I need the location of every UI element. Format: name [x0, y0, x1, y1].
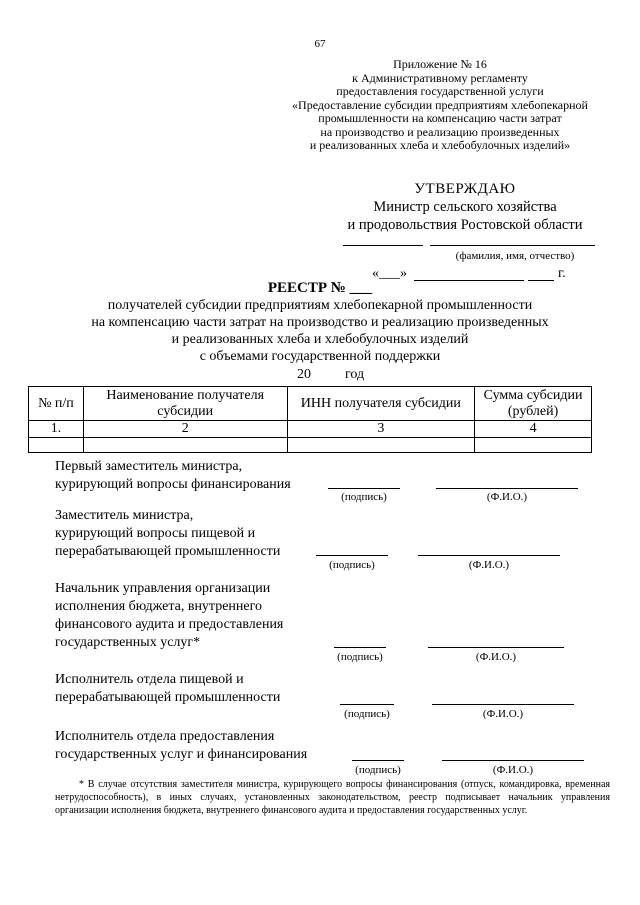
table-cell: 3	[287, 421, 475, 438]
registry-subtitle: получателей субсидии предприятиям хлебопекарной промышленности	[107, 298, 533, 313]
name-line	[418, 555, 560, 556]
table-header-row	[29, 387, 592, 421]
table-cell	[83, 438, 287, 453]
signature-role	[55, 507, 325, 561]
signature-caption: (подпись)	[341, 491, 387, 503]
table-row	[29, 438, 592, 453]
registry-subtitle: на компенсацию части затрат на производство и реализацию произведенных	[91, 315, 549, 330]
registry-title-block	[0, 280, 640, 365]
table-cell: 1.	[29, 421, 84, 438]
page-number: 67	[314, 38, 326, 50]
table-cell	[287, 438, 475, 453]
registry-subtitle: с объемами государственной поддержки	[199, 349, 441, 364]
approval-position-line2: и продовольствия Ростовской области	[347, 217, 583, 233]
registry-subtitle: и реализованных хлеба и хлебобулочных изделий	[171, 332, 469, 347]
signature-caption: (подпись)	[329, 559, 375, 571]
signature-role	[55, 458, 325, 494]
name-caption: (Ф.И.О.)	[468, 559, 510, 571]
signature-caption: (подпись)	[355, 764, 401, 776]
annex-line: и реализованных хлеба и хлебобулочных изделий»	[309, 138, 571, 152]
name-caption: (Ф.И.О.)	[482, 708, 524, 720]
table-cell: 2	[83, 421, 287, 438]
signature-role	[55, 580, 325, 652]
signature-role-line: Первый заместитель министра,	[55, 459, 243, 474]
name-line	[428, 647, 564, 648]
column-header: № п/п	[29, 387, 84, 421]
table-cell	[29, 438, 84, 453]
name-caption: (Ф.И.О.)	[492, 764, 534, 776]
name-caption: (Ф.И.О.)	[486, 491, 528, 503]
annex-line: промышленности на компенсацию части затрат	[318, 111, 562, 125]
signature-line	[328, 488, 400, 489]
signature-line	[352, 760, 404, 761]
annex-line: предоставления государственной услуги	[336, 84, 544, 98]
approval-position-line1: Министр сельского хозяйства	[373, 199, 557, 215]
column-header: Наименование получателя субсидии	[83, 387, 287, 421]
signature-line	[334, 647, 386, 648]
signature-role	[55, 671, 325, 707]
table-cell: 4	[475, 421, 592, 438]
registry-table	[28, 386, 592, 453]
signature-role-line: курирующий вопросы финансирования	[55, 477, 291, 492]
annex-line: к Административному регламенту	[352, 70, 528, 85]
signature-line	[316, 555, 388, 556]
signature-role	[55, 728, 325, 764]
signature-caption: (подпись)	[344, 708, 390, 720]
approval-name-caption: (фамилия, имя, отчество)	[455, 250, 575, 262]
signature-role-line: Исполнитель отдела пищевой и	[55, 672, 244, 687]
registry-year-prefix: 20	[297, 367, 311, 382]
annex-line: «Предоставление субсидии предприятиям хлебопекарной	[292, 97, 588, 112]
signature-role-line: перерабатывающей промышленности	[55, 544, 281, 559]
signature-line	[340, 704, 394, 705]
approval-heading: УТВЕРЖДАЮ	[414, 181, 516, 197]
signature-role-line: исполнения бюджета, внутреннего	[55, 599, 263, 614]
annex-header	[270, 58, 610, 153]
signature-role-line: финансового аудита и предоставления	[55, 617, 284, 632]
signature-role-line: Начальник управления организации	[55, 581, 271, 596]
signature-role-line: государственных услуг и финансирования	[55, 747, 308, 762]
approval-block	[330, 180, 600, 234]
signature-role-line: перерабатывающей промышленности	[55, 690, 281, 705]
signature-role-line: Заместитель министра,	[55, 508, 194, 523]
table-row	[29, 421, 592, 438]
name-caption: (Ф.И.О.)	[475, 651, 517, 663]
signature-role-line: Исполнитель отдела предоставления	[55, 729, 275, 744]
approval-signature-line	[343, 245, 423, 246]
footnote: * В случае отсутствия заместителя министра, курирующего вопросы финансирования (отпуск, командировка, временная нетрудоспособность), в иных случаях, установленных законодательством, реестр подписывает начальник управления организации исполнения бюджета, внутреннего финансового аудита и предоставления государственных услуг.	[55, 779, 610, 816]
annex-line: Приложение № 16	[393, 57, 487, 71]
registry-title: РЕЕСТР № ___	[267, 280, 373, 296]
approval-date-day: «___»	[372, 266, 407, 281]
approval-name-line	[430, 245, 595, 246]
registry-year-suffix: год	[345, 367, 365, 382]
name-line	[436, 488, 578, 489]
signature-role-line: государственных услуг*	[55, 635, 201, 650]
annex-line: на производство и реализацию произведенных	[320, 124, 560, 139]
column-header: ИНН получателя субсидии	[287, 387, 475, 421]
name-line	[432, 704, 574, 705]
name-line	[442, 760, 584, 761]
signature-role-line: курирующий вопросы пищевой и	[55, 526, 256, 541]
table-cell	[475, 438, 592, 453]
column-header: Сумма субсидии (рублей)	[475, 387, 592, 421]
signature-caption: (подпись)	[337, 651, 383, 663]
approval-date-suffix: г.	[558, 266, 566, 281]
